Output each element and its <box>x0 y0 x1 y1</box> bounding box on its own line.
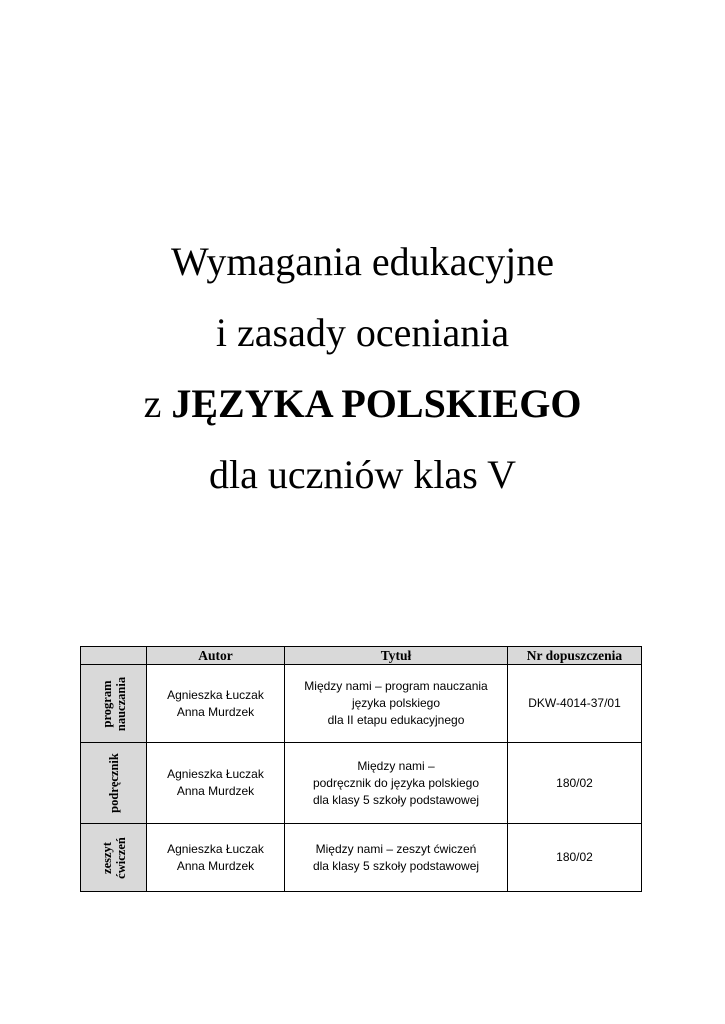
title-line-1: Wymagania edukacyjne <box>171 239 554 284</box>
title-line-4: dla uczniów klas V <box>209 452 516 497</box>
row-label-line: program <box>99 680 114 727</box>
approval-number-cell: 180/02 <box>508 743 642 824</box>
header-title: Tytuł <box>285 647 508 665</box>
author-cell <box>147 824 285 892</box>
table-row <box>81 743 642 824</box>
author-cell <box>147 743 285 824</box>
author-name: Agnieszka Łuczak <box>167 841 264 856</box>
title-line-3-prefix: z <box>143 381 172 426</box>
row-label-line: ćwiczeń <box>113 836 128 879</box>
title-text-line: Między nami – <box>357 758 435 773</box>
row-label-line: podręcznik <box>106 753 121 813</box>
row-label-textbook <box>81 743 147 824</box>
author-name: Anna Murdzek <box>176 858 255 873</box>
approval-number-cell: 180/02 <box>508 824 642 892</box>
row-label-line: nauczania <box>113 676 128 731</box>
document-title <box>0 226 725 510</box>
author-name: Anna Murdzek <box>176 784 255 798</box>
table-row <box>81 824 642 892</box>
row-label-line: zeszyt <box>99 841 114 874</box>
title-text-line: Między nami – program nauczania <box>304 679 488 693</box>
row-label-workbook <box>81 824 147 892</box>
author-cell <box>147 665 285 743</box>
title-text-line: podręcznik do języka polskiego <box>312 775 480 790</box>
title-cell <box>285 824 508 892</box>
title-text-line: dla II etapu edukacyjnego <box>327 713 465 727</box>
title-text-line: języka polskiego <box>351 696 441 710</box>
title-text-line: Między nami – zeszyt ćwiczeń <box>315 841 477 856</box>
header-corner <box>81 647 147 665</box>
approval-number-cell: DKW-4014-37/01 <box>508 665 642 743</box>
author-name: Agnieszka Łuczak <box>167 687 264 702</box>
title-cell <box>285 665 508 743</box>
header-author: Autor <box>147 647 285 665</box>
author-name: Agnieszka Łuczak <box>167 767 264 781</box>
row-label-program <box>81 665 147 743</box>
title-cell <box>285 743 508 824</box>
table-header-row <box>81 647 642 665</box>
title-line-3 <box>0 368 725 439</box>
header-approval-number: Nr dopuszczenia <box>508 647 642 665</box>
title-text-line: dla klasy 5 szkoły podstawowej <box>312 858 480 873</box>
title-subject: JĘZYKA POLSKIEGO <box>171 381 582 426</box>
author-name: Anna Murdzek <box>176 704 255 719</box>
table-row <box>81 665 642 743</box>
title-text-line: dla klasy 5 szkoły podstawowej <box>312 792 480 807</box>
materials-table <box>80 646 642 892</box>
title-line-2: i zasady oceniania <box>215 310 510 355</box>
